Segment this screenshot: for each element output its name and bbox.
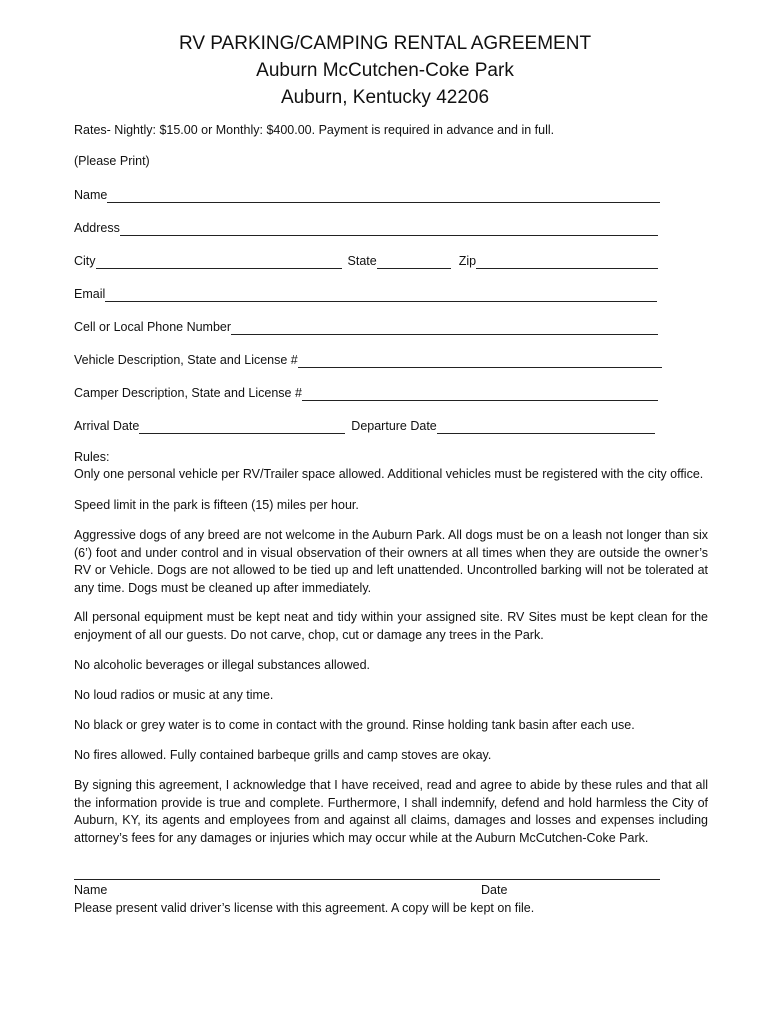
- phone-field[interactable]: [74, 317, 658, 335]
- rule-item: No alcoholic beverages or illegal substances allowed.: [74, 658, 371, 672]
- city-state-zip-row: [74, 251, 658, 269]
- name-blank[interactable]: [107, 188, 660, 203]
- rates-text: Rates- Nightly: $15.00 or Monthly: $400.00. Payment is required in advance and in full.: [74, 123, 555, 137]
- document-title: RV PARKING/CAMPING RENTAL AGREEMENT: [178, 33, 592, 54]
- arrival-blank[interactable]: [139, 419, 345, 434]
- rule-item: Aggressive dogs of any breed are not welcome in the Auburn Park. All dogs must be on a leash not longer than six (6’) foot and under control and in visual observation of their owners at all times when they are outside the owner’s RV or Vehicle. Dogs are not allowed to be tied up and left unattended. Uncontrolled barking will not be tolerated at any time. Dogs must be cleaned up after immediately.: [74, 528, 708, 595]
- signature-date-label: Date: [481, 883, 508, 897]
- address-field[interactable]: [74, 218, 658, 236]
- rule-item: No black or grey water is to come in contact with the ground. Rinse holding tank basin after each use.: [74, 718, 635, 732]
- phone-label: Cell or Local Phone Number: [74, 320, 232, 334]
- vehicle-field[interactable]: [74, 350, 662, 368]
- departure-label: Departure Date: [351, 419, 437, 433]
- vehicle-blank[interactable]: [298, 353, 662, 368]
- rule-item: All personal equipment must be kept neat and tidy within your assigned site. RV Sites must be kept clean for the enjoyment of all our guests. Do not carve, chop, cut or damage any trees in the Park.: [74, 610, 708, 642]
- camper-blank[interactable]: [302, 386, 658, 401]
- rule-item: No loud radios or music at any time.: [74, 688, 274, 702]
- rule-item: Speed limit in the park is fifteen (15) miles per hour.: [74, 498, 359, 512]
- address-blank[interactable]: [120, 221, 658, 236]
- name-label: Name: [74, 188, 108, 202]
- state-label: State: [347, 254, 377, 268]
- vehicle-label: Vehicle Description, State and License #: [74, 353, 298, 367]
- email-field[interactable]: [74, 284, 657, 302]
- camper-field[interactable]: [74, 383, 658, 401]
- city-blank[interactable]: [96, 254, 342, 269]
- arrival-label: Arrival Date: [74, 419, 140, 433]
- acknowledgement-paragraph: By signing this agreement, I acknowledge that I have received, read and agree to abide by these rules and that all the information provide is true and complete. Furthermore, I shall indemnify, defend and hold harmless the City of Auburn, KY, its agents and employees from and against all claims, damages and losses and expenses including attorney’s fees for any damages or injuries which may occur while at the Auburn McCutchen-Coke Park.: [74, 778, 708, 845]
- dates-row: [74, 416, 655, 434]
- park-name: Auburn McCutchen-Coke Park: [256, 60, 514, 81]
- rule-item: No fires allowed. Fully contained barbeque grills and camp stoves are okay.: [74, 748, 492, 762]
- signature-line[interactable]: [74, 879, 660, 880]
- park-location: Auburn, Kentucky 42206: [280, 87, 490, 108]
- phone-blank[interactable]: [231, 320, 658, 335]
- signature-name-label: Name: [74, 883, 108, 897]
- rule-item: Only one personal vehicle per RV/Trailer space allowed. Additional vehicles must be registered with the city office.: [74, 467, 704, 481]
- zip-blank[interactable]: [476, 254, 658, 269]
- rules-heading: Rules:: [74, 450, 110, 464]
- zip-label: Zip: [458, 254, 477, 268]
- license-note: Please present valid driver’s license with this agreement. A copy will be kept on file.: [74, 901, 535, 915]
- state-blank[interactable]: [377, 254, 451, 269]
- email-blank[interactable]: [105, 287, 657, 302]
- camper-label: Camper Description, State and License #: [74, 386, 302, 400]
- please-print-note: (Please Print): [74, 154, 150, 168]
- address-label: Address: [74, 221, 120, 235]
- document-header: [0, 30, 770, 111]
- departure-blank[interactable]: [437, 419, 655, 434]
- name-field[interactable]: [74, 185, 660, 203]
- email-label: Email: [74, 287, 106, 301]
- city-label: City: [74, 254, 96, 268]
